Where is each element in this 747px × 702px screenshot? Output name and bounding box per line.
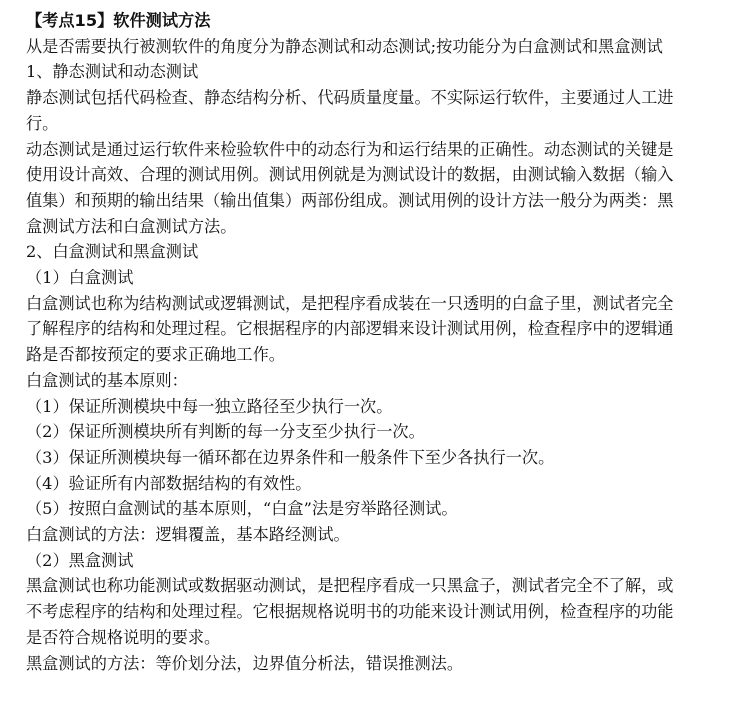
text-line: 使用设计高效、合理的测试用例。测试用例就是为测试设计的数据，由测试输入数据（输入 xyxy=(26,165,674,185)
list-item: （3）保证所测模块每一循环都在边界条件和一般条件下至少各执行一次。 xyxy=(26,447,555,467)
section-heading: 1、静态测试和动态测试 xyxy=(26,62,199,82)
text-line: 白盒测试的方法：逻辑覆盖，基本路经测试。 xyxy=(26,525,350,545)
subsection-heading: （2）黑盒测试 xyxy=(26,550,134,570)
list-item: （2）保证所测模块所有判断的每一分支至少执行一次。 xyxy=(26,422,425,442)
subsection-heading: （1）白盒测试 xyxy=(26,268,134,288)
list-item: （4）验证所有内部数据结构的有效性。 xyxy=(26,473,312,493)
text-line: 路是否都按预定的要求正确地工作。 xyxy=(26,345,285,365)
text-line: 是否符合规格说明的要求。 xyxy=(26,627,221,647)
text-line: 白盒测试的基本原则： xyxy=(26,370,188,390)
section-heading: 2、白盒测试和黑盒测试 xyxy=(26,242,199,262)
text-line: 静态测试包括代码检查、静态结构分析、代码质量度量。不实际运行软件，主要通过人工进 xyxy=(26,88,674,108)
text-line: 了解程序的结构和处理过程。它根据程序的内部逻辑来设计测试用例，检查程序中的逻辑通 xyxy=(26,319,674,339)
text-line: 黑盒测试也称功能测试或数据驱动测试，是把程序看成一只黑盒子，测试者完全不了解，或 xyxy=(26,576,674,596)
list-item: （1）保证所测模块中每一独立路径至少执行一次。 xyxy=(26,396,393,416)
text-line: 行。 xyxy=(26,113,59,133)
text-line: 白盒测试也称为结构测试或逻辑测试，是把程序看成装在一只透明的白盒子里，测试者完全 xyxy=(26,293,674,313)
text-line: 不考虑程序的结构和处理过程。它根据规格说明书的功能来设计测试用例，检查程序的功能 xyxy=(26,602,674,622)
text-line: 值集）和预期的输出结果（输出值集）两部份组成。测试用例的设计方法一般分为两类：黑 xyxy=(26,190,674,210)
text-line: 盒测试方法和白盒测试方法。 xyxy=(26,216,237,236)
text-line: 从是否需要执行被测软件的角度分为静态测试和动态测试;按功能分为白盒测试和黑盒测试 xyxy=(26,36,663,56)
page-title: 【考点15】软件测试方法 xyxy=(26,11,211,30)
list-item: （5）按照白盒测试的基本原则，“白盒”法是穷举路径测试。 xyxy=(26,499,458,519)
document-body xyxy=(26,8,726,676)
text-line: 黑盒测试的方法：等价划分法，边界值分析法，错误推测法。 xyxy=(26,653,464,673)
text-line: 动态测试是通过运行软件来检验软件中的动态行为和运行结果的正确性。动态测试的关键是 xyxy=(26,139,674,159)
